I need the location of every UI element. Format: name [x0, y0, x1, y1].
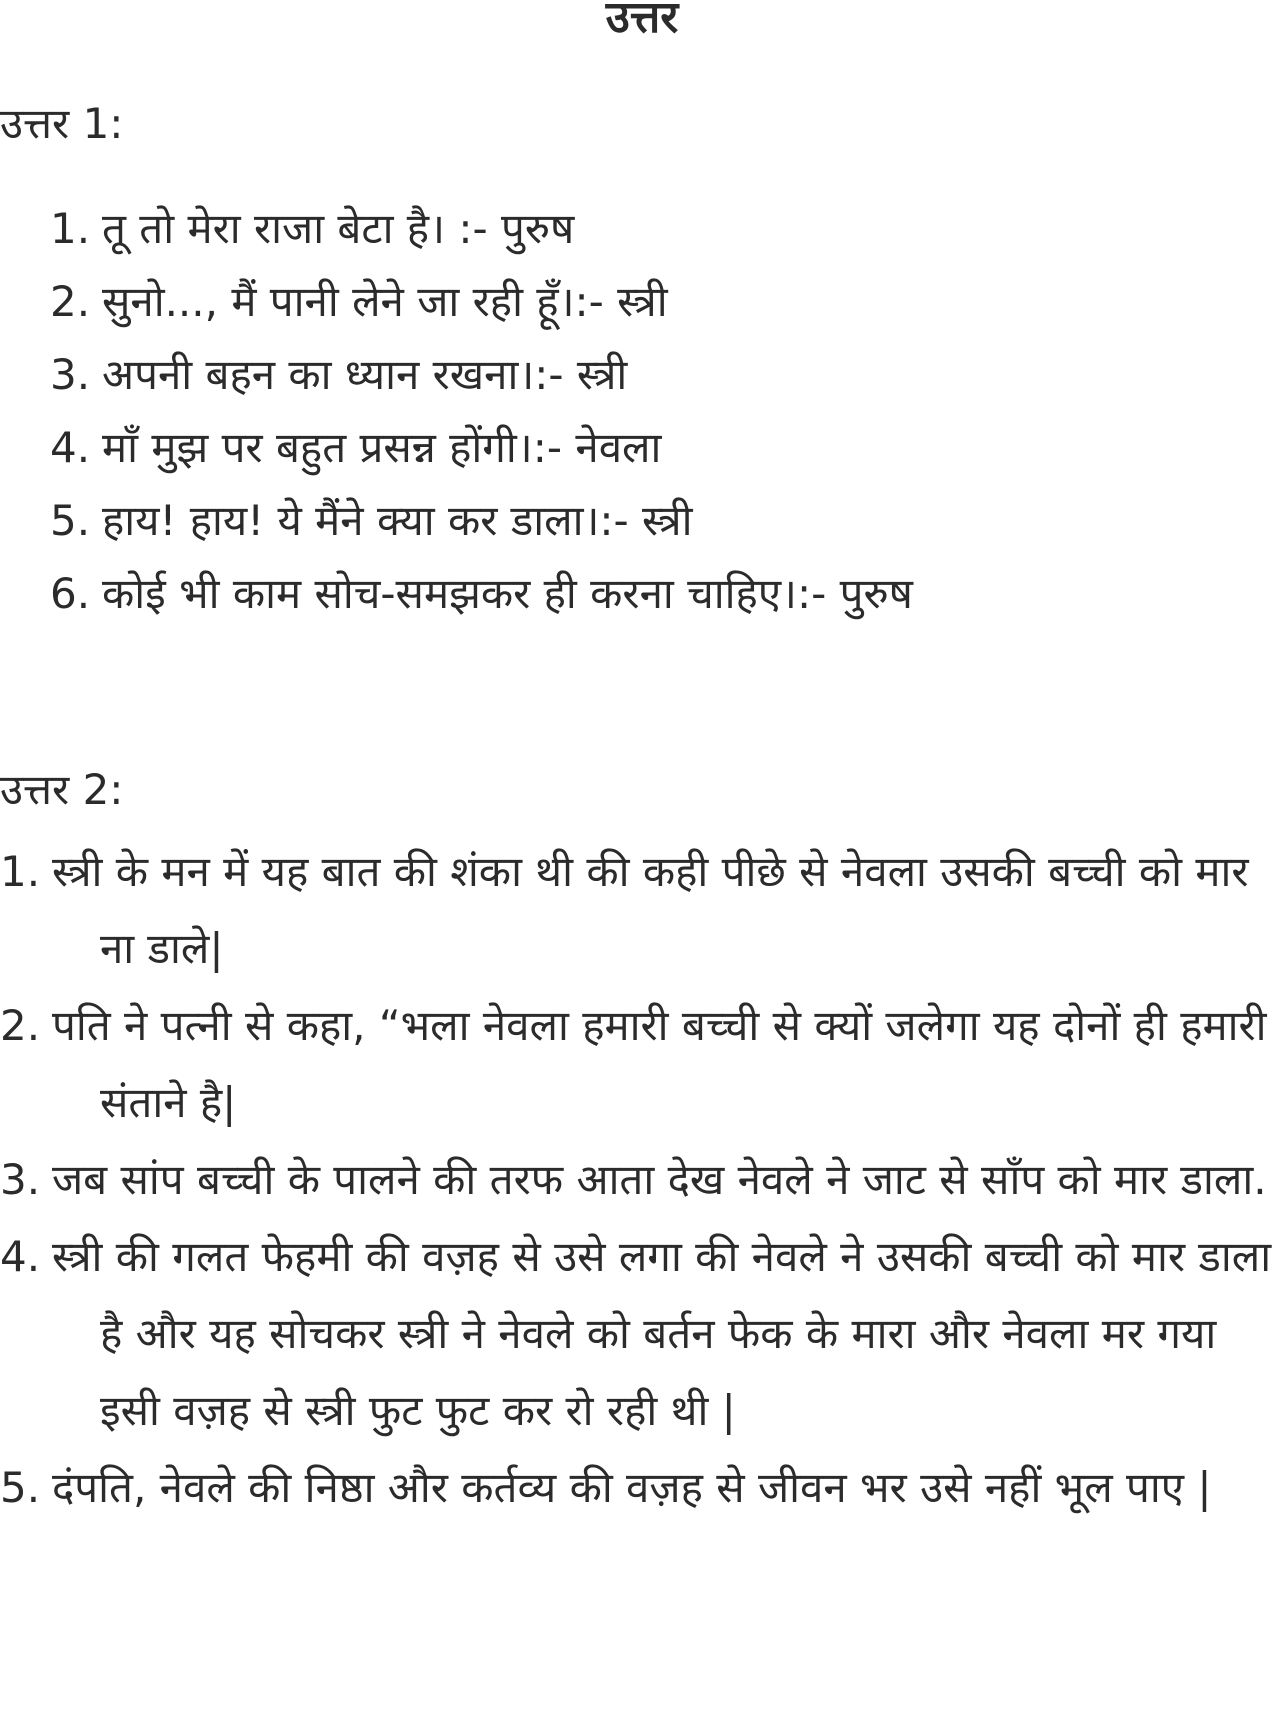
- item-number: 3.: [0, 1155, 41, 1204]
- item-number: 1.: [0, 847, 41, 896]
- list-item: [50, 338, 913, 411]
- item-text: कोई भी काम सोच-समझकर ही करना चाहिए।:- पुरुष: [102, 569, 913, 618]
- list-item: [0, 1141, 1284, 1218]
- item-number: 5.: [50, 496, 91, 545]
- item-number: 1.: [50, 204, 91, 253]
- list-item: [50, 265, 913, 338]
- item-text: अपनी बहन का ध्यान रखना।:- स्त्री: [102, 350, 628, 399]
- section-1-heading: उत्तर 1:: [0, 99, 124, 148]
- item-number: 2.: [0, 1001, 41, 1050]
- item-text: स्त्री के मन में यह बात की शंका थी की कही पीछे से नेवला उसकी बच्ची को मार ना डाले|: [52, 847, 1249, 973]
- list-item: [50, 411, 913, 484]
- item-text: सुनो..., मैं पानी लेने जा रही हूँ।:- स्त्री: [102, 277, 668, 326]
- item-number: 4.: [50, 423, 91, 472]
- item-text: दंपति, नेवले की निष्ठा और कर्तव्य की वज़ह से जीवन भर उसे नहीं भूल पाए |: [52, 1463, 1212, 1512]
- item-number: 4.: [0, 1232, 41, 1281]
- item-number: 2.: [50, 277, 91, 326]
- item-text: जब सांप बच्ची के पालने की तरफ आता देख नेवले ने जाट से साँप को मार डाला.: [52, 1155, 1267, 1204]
- section-1-list: [50, 192, 913, 630]
- page-title: उत्तर: [605, 0, 679, 43]
- item-text: स्त्री की गलत फेहमी की वज़ह से उसे लगा की नेवले ने उसकी बच्ची को मार डाला है और यह सोचकर स्त्री ने नेवले को बर्तन फेक के मारा और नेवला मर गया इसी वज़ह से स्त्री फुट फुट कर रो रही थी |: [52, 1232, 1272, 1435]
- list-item: [50, 484, 913, 557]
- list-item: [0, 987, 1284, 1141]
- item-number: 5.: [0, 1463, 41, 1512]
- item-text: तू तो मेरा राजा बेटा है। :- पुरुष: [102, 204, 575, 253]
- section-2-list: [0, 833, 1284, 1526]
- list-item: [0, 833, 1284, 987]
- list-item: [0, 1449, 1284, 1526]
- list-item: [0, 1218, 1284, 1449]
- section-2-heading: उत्तर 2:: [0, 765, 124, 814]
- item-number: 3.: [50, 350, 91, 399]
- list-item: [50, 192, 913, 265]
- item-number: 6.: [50, 569, 91, 618]
- list-item: [50, 557, 913, 630]
- item-text: पति ने पत्नी से कहा, “भला नेवला हमारी बच्ची से क्यों जलेगा यह दोनों ही हमारी संताने है|: [52, 1001, 1267, 1127]
- item-text: माँ मुझ पर बहुत प्रसन्न होंगी।:- नेवला: [102, 423, 662, 472]
- item-text: हाय! हाय! ये मैंने क्या कर डाला।:- स्त्री: [102, 496, 693, 545]
